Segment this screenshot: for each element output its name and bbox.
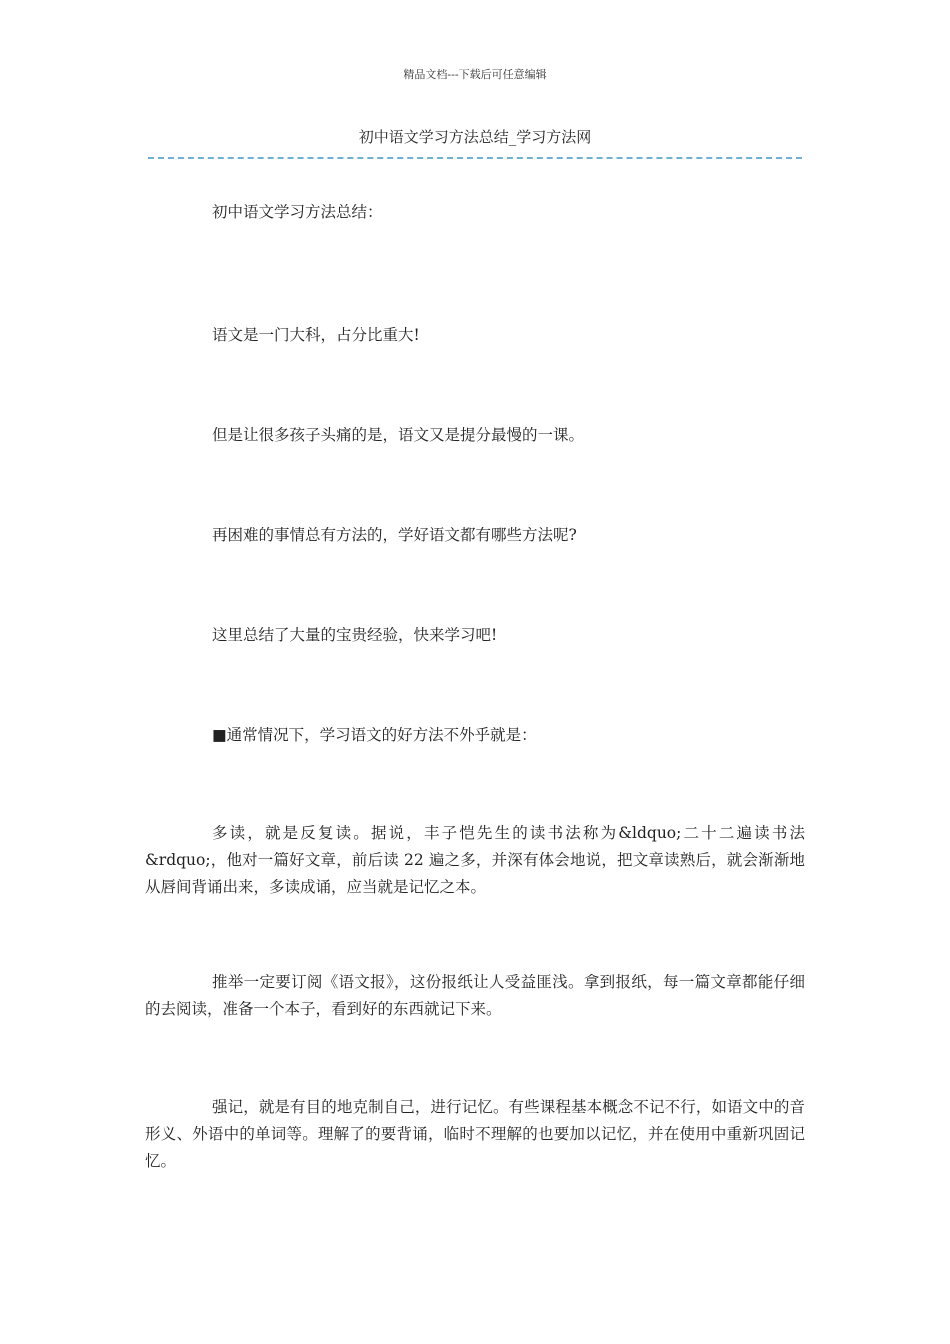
paragraph-body: 强记，就是有目的地克制自己，进行记忆。有些课程基本概念不记不行，如语文中的音形义、外语中的单词等。理解了的要背诵，临时不理解的也要加以记忆，并在使用中重新巩固记忆。 [145,1098,805,1170]
paragraph-bullet: ■通常情况下，学习语文的好方法不外乎就是： [212,726,537,744]
paragraph: 再困难的事情总有方法的，学好语文都有哪些方法呢? [212,526,577,544]
title-divider [148,157,802,159]
paragraph: 这里总结了大量的宝贵经验，快来学习吧! [212,626,498,644]
paragraph-body: 多读，就是反复读。据说，丰子恺先生的读书法称为&ldquo;二十二遍读书法&rdquo;，他对一篇好文章，前后读 22 遍之多，并深有体会地说，把文章读熟后，就会渐渐地从唇间背诵出来，多读成诵，应当就是记忆之本。 [145,824,805,896]
paragraph-body: 推举一定要订阅《语文报》，这份报纸让人受益匪浅。拿到报纸，每一篇文章都能仔细的去阅读，准备一个本子，看到好的东西就记下来。 [145,973,805,1018]
paragraph-heading: 初中语文学习方法总结： [212,203,383,221]
paragraph: 语文是一门大科，占分比重大! [212,326,420,344]
header-watermark: 精品文档---下载后可任意编辑 [403,68,547,81]
paragraph: 但是让很多孩子头痛的是，语文又是提分最慢的一课。 [212,426,585,444]
document-title: 初中语文学习方法总结_学习方法网 [358,128,592,146]
